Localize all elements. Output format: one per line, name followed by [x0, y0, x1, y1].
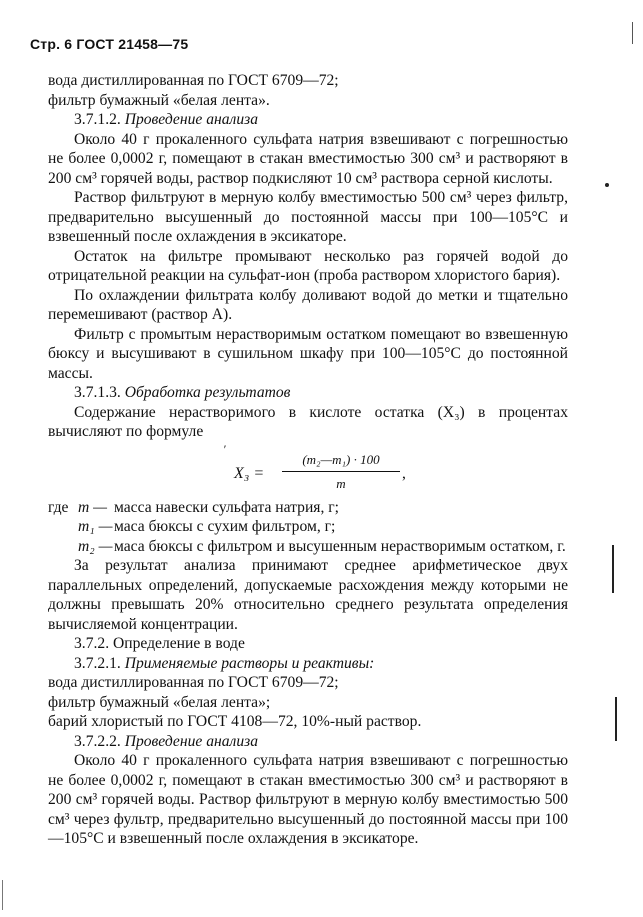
- section-title: Проведение анализа: [124, 732, 259, 750]
- paragraph: Фильтр с промытым нерастворимым остатком помещают во взвешенную бюксу и высушивают в сушильном шкафу при 100—105°С до постоянной массы.: [48, 325, 568, 382]
- legend-desc: масса навески сульфата натрия, г;: [114, 498, 339, 516]
- section-number: 3.7.1.2.: [74, 111, 121, 128]
- section-title: Обработка результатов: [124, 384, 291, 401]
- formula-denominator: m: [336, 476, 346, 491]
- paragraph: Содержание нерастворимого в кислоте остатка (X₃) в процентах вычисляют по формуле: [48, 403, 568, 440]
- section-heading: 3.7.2. Определение в воде: [74, 635, 245, 652]
- formula-fraction: [282, 450, 400, 494]
- formula-comma: ,: [402, 464, 406, 482]
- paragraph: вода дистиллированная по ГОСТ 6709—72;: [48, 674, 339, 691]
- paragraph: За результат анализа принимают среднее арифметическое двух параллельных определений, допускаемые расхождения между которыми не должны превышать 20% относительно среднего результата определения вычисляемой концентрации.: [48, 557, 568, 633]
- legend-symbol: m₂ —: [78, 537, 113, 555]
- legend-where: где: [48, 498, 69, 516]
- section-title: Проведение анализа: [124, 111, 259, 128]
- paragraph: Остаток на фильтре промывают несколько раз горячей водой до отрицательной реакции на сульфат-ион (проба раствором хлористого бария).: [48, 247, 568, 284]
- section-number: 3.7.2.1.: [74, 654, 121, 672]
- scan-mark: [605, 183, 609, 187]
- section-heading: [48, 654, 568, 674]
- section-heading: [48, 110, 568, 130]
- paragraph: По охлаждении фильтрата колбу доливают водой до метки и тщательно перемешивают (раствор А).: [48, 286, 568, 323]
- paragraph: Около 40 г прокаленного сульфата натрия взвешивают с погрешностью не более 0,0002 г, помещают в стакан вместимостью 300 см³ и растворяют в 200 см³ горячей воды. Раствор фильтруют в мерную колбу вместимостью 500 см³ через фультр, предварительно высушенный до постоянной массы при 100—105°С и взвешенный после охлаждения в эксикаторе.: [48, 752, 568, 847]
- legend-row: [48, 537, 568, 557]
- paragraph: барий хлористый по ГОСТ 4108—72, 10%-ный раствор.: [48, 713, 422, 730]
- legend-symbol: m —: [78, 498, 108, 516]
- scan-mark: [2, 880, 3, 910]
- formula-lhs: X₃ =: [234, 464, 265, 482]
- legend-row: [48, 498, 568, 518]
- legend-row: [48, 517, 568, 537]
- scan-mark: [632, 22, 633, 44]
- section-title: Применяемые растворы и реактивы:: [124, 654, 375, 672]
- paragraph: фильтр бумажный «белая лента»;: [48, 693, 271, 711]
- paragraph: Около 40 г прокаленного сульфата натрия взвешивают с погрешностью не более 0,0002 г, помещают в стакан вместимостью 300 см³ и растворяют в 200 см³ горячей воды, раствор подкисляют 10 см³ раствора серной кислоты.: [48, 130, 568, 187]
- scan-mark: [615, 697, 617, 741]
- formula-legend: [48, 498, 568, 557]
- section-heading: [48, 383, 568, 403]
- formula-numerator: (m₂—m₁) · 100: [282, 450, 400, 473]
- legend-symbol: m₁ —: [78, 518, 113, 535]
- formula: ′ X₃ = $\frac{\text{(m₂—m₁) · 100}}{m}$ ,: [48, 442, 568, 498]
- section-number: 3.7.1.3.: [74, 384, 121, 401]
- section-heading: [48, 732, 568, 752]
- page-header: Стр. 6 ГОСТ 21458—75: [30, 36, 189, 52]
- scan-mark: [612, 545, 614, 593]
- section-number: 3.7.2.2.: [74, 732, 121, 750]
- paragraph: Раствор фильтруют в мерную колбу вместимостью 500 см³ через фильтр, предварительно высушенный до постоянной массы при 100—105°С и взвешенный после охлаждения в эксикаторе.: [48, 189, 568, 245]
- paragraph: фильтр бумажный «белая лента».: [48, 91, 270, 109]
- legend-desc: маса бюксы с сухим фильтром, г;: [114, 518, 336, 535]
- legend-desc: маса бюксы с фильтром и высушенным нерастворимым остатком, г.: [114, 537, 566, 555]
- paragraph: вода дистиллированная по ГОСТ 6709—72;: [48, 72, 339, 89]
- document-body: [48, 71, 568, 849]
